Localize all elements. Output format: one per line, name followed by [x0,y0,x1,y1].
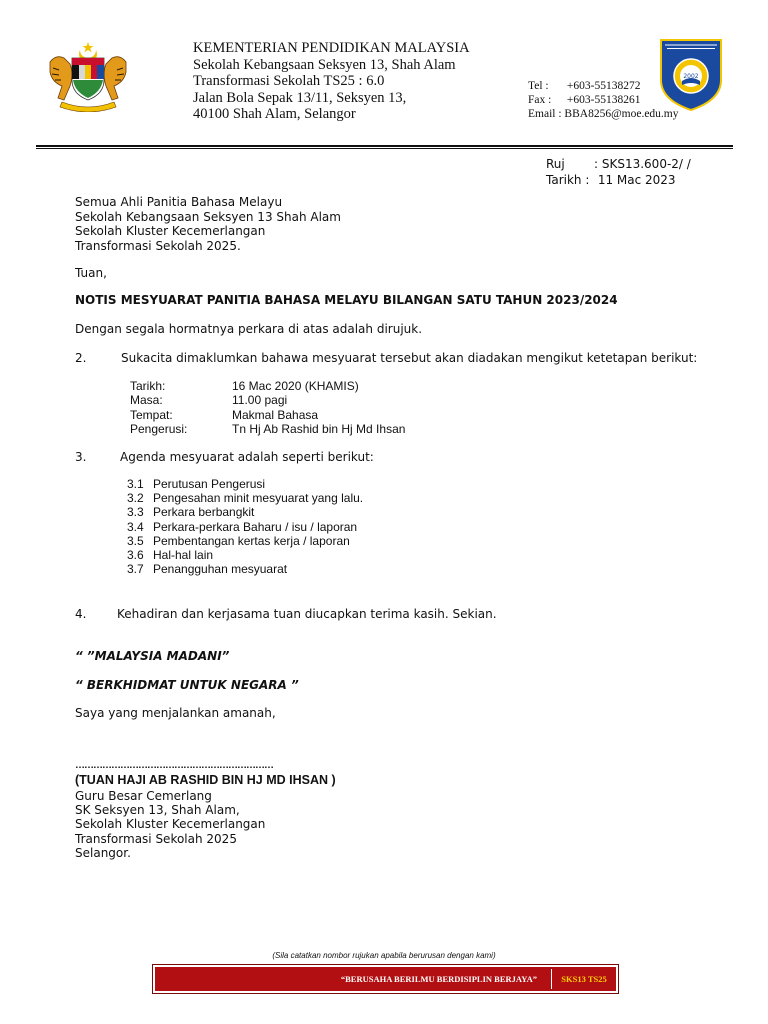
paragraph-2 [75,351,697,365]
agenda-item: 3.5 Pembentangan kertas kerja / laporan [127,533,350,548]
contact-block [528,79,679,121]
ref-label: Ruj [546,157,565,171]
address-line-1: Jalan Bola Sepak 13/11, Seksyen 13, [193,89,407,106]
detail-key: Tarikh: [130,379,166,393]
ministry-name: KEMENTERIAN PENDIDIKAN MALAYSIA [193,40,470,56]
signature-dots: ………………………………………………………… [75,760,273,771]
paragraph-number: 3. [75,450,87,464]
signatory-line: Guru Besar Cemerlang [75,789,212,803]
signatory-details [75,789,265,860]
tel-value: +603-55138272 [566,80,641,92]
footer-code: SKS13 TS25 [561,974,607,984]
paragraph-number: 4. [75,607,87,621]
agenda-item: 3.6 Hal-hal lain [127,548,214,563]
detail-row [130,422,405,436]
signatory-line: Sekolah Kluster Kecemerlangan [75,817,266,832]
signatory-line: SK Seksyen 13, Shah Alam, [75,803,240,818]
detail-value: 11.00 pagi [232,393,288,408]
agenda-item: 3.3 Perkara berbangkit [127,505,255,520]
fax-value: +603-55138261 [566,94,641,106]
paragraph-3 [75,450,374,464]
fax-label: Fax : [528,94,552,106]
detail-row [130,379,405,393]
paragraph-text: Sukacita dimaklumkan bahawa mesyuarat tersebut akan diadakan mengikut ketetapan berikut: [121,351,698,365]
detail-value: Tn Hj Ab Rashid bin Hj Md Ihsan [232,421,406,436]
detail-value: Makmal Bahasa [232,407,319,422]
signatory-name: (TUAN HAJI AB RASHID BIN HJ MD IHSAN ) [75,773,336,787]
meeting-details [130,379,405,436]
detail-key: Tempat: [130,407,173,422]
slogan-madani: “ ”MALAYSIA MADANI” [75,649,230,663]
school-name: Sekolah Kebangsaan Seksyen 13, Shah Alam [193,56,456,73]
paragraph-text: Kehadiran dan kerjasama tuan diucapkan terima kasih. Sekian. [117,607,497,621]
agenda-item: 3.1 Perutusan Pengerusi [127,477,266,491]
recipient-line: Sekolah Kluster Kecemerlangan [75,224,266,238]
email-value: BBA8256@moe.edu.my [564,108,679,120]
recipient-line: Sekolah Kebangsaan Seksyen 13 Shah Alam [75,209,341,224]
footer-note: (Sila catatkan nombor rujukan apabila berurusan dengan kami) [272,951,496,960]
agenda-item: 3.2 Pengesahan minit mesyuarat yang lalu. [127,491,364,506]
slogan-berkhidmat: “ BERKHIDMAT UNTUK NEGARA ” [75,678,299,692]
letterhead [193,40,470,123]
closing-line: Saya yang menjalankan amanah, [75,706,276,720]
letter-title: NOTIS MESYUARAT PANITIA BAHASA MELAYU BILANGAN SATU TAHUN 2023/2024 [75,293,618,307]
signatory-line: Transformasi Sekolah 2025 [75,831,237,846]
agenda-item: 3.7 Penangguhan mesyuarat [127,562,288,577]
ref-value: : SKS13.600-2/ / [594,157,691,171]
footer-bar [152,964,619,994]
detail-key: Masa: [130,393,163,408]
date-label: Tarikh : [546,173,590,187]
agenda-list [127,477,363,576]
detail-row [130,393,405,407]
header-divider [36,145,733,149]
recipient-line: Transformasi Sekolah 2025. [75,238,241,253]
reference-block [546,156,691,188]
recipient-block [75,195,341,253]
detail-row [130,408,405,422]
detail-key: Pengerusi: [130,421,188,436]
footer-motto: “BERUSAHA BERILMU BERDISIPLIN BERJAYA” [340,974,537,984]
malaysia-coat-of-arms-icon [40,40,136,112]
agenda-item: 3.4 Perkara-perkara Baharu / isu / laporan [127,519,358,534]
paragraph-text: Agenda mesyuarat adalah seperti berikut: [120,450,374,464]
recipient-line: Semua Ahli Panitia Bahasa Melayu [75,195,283,209]
email-label: Email : [528,108,562,120]
paragraph-1: Dengan segala hormatnya perkara di atas adalah dirujuk. [75,322,423,336]
date-value: 11 Mac 2023 [594,173,676,187]
signatory-line: Selangor. [75,845,131,860]
school-program: Transformasi Sekolah TS25 : 6.0 [193,73,385,89]
paragraph-4 [75,607,497,621]
address-line-2: 40100 Shah Alam, Selangor [193,106,356,122]
tel-label: Tel : [528,80,549,92]
paragraph-number: 2. [75,351,87,365]
detail-value: 16 Mac 2020 (KHAMIS) [232,379,359,393]
salutation: Tuan, [75,266,107,280]
school-logo-year: 2002 [683,73,699,80]
